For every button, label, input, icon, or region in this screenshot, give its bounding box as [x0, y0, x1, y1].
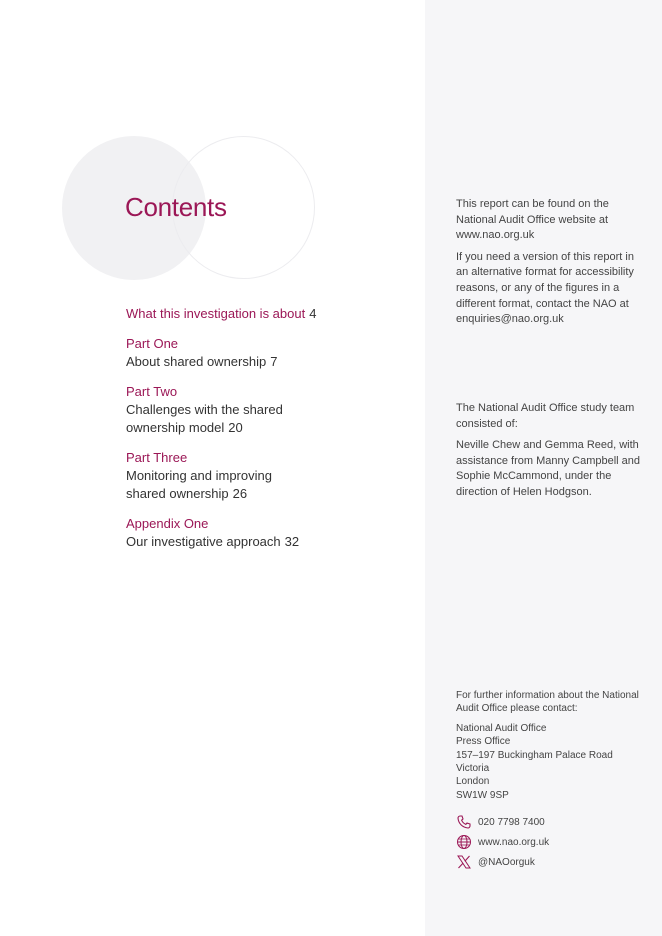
social-handle: @NAOorguk: [478, 856, 535, 868]
team-members-text: Neville Chew and Gemma Reed, with assistance from Manny Campbell and Sophie McCammond, under the direction of Helen Hodgson.: [456, 439, 641, 498]
report-info-block: [456, 197, 641, 334]
table-of-contents: [126, 305, 386, 563]
toc-entry-appendix-one[interactable]: [126, 515, 386, 551]
toc-title: ownership model 20: [126, 420, 243, 435]
toc-title: shared ownership 26: [126, 486, 248, 501]
toc-title: About shared ownership 7: [126, 354, 278, 369]
website-link: www.nao.org.uk: [478, 836, 550, 848]
phone-icon: [456, 814, 472, 830]
address: [456, 722, 641, 802]
toc-label: Part Three: [126, 450, 188, 465]
contact-intro-text: For further information about the National Audit Office please contact:: [456, 690, 639, 715]
page-title: Contents: [125, 192, 227, 222]
report-location-text: This report can be found on the National Audit Office website at www.nao.org.uk: [456, 198, 609, 242]
toc-page-number: 7: [270, 354, 278, 369]
social-row[interactable]: [456, 852, 641, 872]
phone-number: 020 7798 7400: [478, 816, 545, 828]
address-line: London: [456, 776, 490, 788]
x-social-icon: [456, 854, 472, 870]
team-intro-text: The National Audit Office study team consisted of:: [456, 402, 635, 430]
address-line: SW1W 9SP: [456, 789, 509, 801]
toc-label: Part One: [126, 336, 179, 351]
address-line: 157–197 Buckingham Palace Road: [456, 749, 613, 761]
website-row[interactable]: [456, 832, 641, 852]
address-line: Victoria: [456, 763, 490, 775]
study-team-block: [456, 401, 641, 507]
toc-title: Challenges with the shared: [126, 402, 283, 417]
toc-title: Monitoring and improving: [126, 468, 272, 483]
toc-page-number: 20: [228, 420, 243, 435]
toc-entry-part-one[interactable]: [126, 335, 386, 371]
alt-format-text: If you need a version of this report in an alternative format for accessibility reasons, or any of the figures in a different format, contact the NAO at enquiries@nao.org.uk: [456, 250, 634, 326]
toc-page-number: 32: [284, 534, 300, 549]
toc-label: Appendix One: [126, 516, 209, 531]
toc-label: Part Two: [126, 384, 178, 399]
globe-icon: [456, 834, 472, 850]
toc-entry-part-two[interactable]: [126, 383, 386, 437]
phone-row[interactable]: [456, 812, 641, 832]
address-line: Press Office: [456, 736, 511, 748]
toc-entry-investigation[interactable]: [126, 305, 386, 323]
toc-page-number: 26: [232, 486, 248, 501]
toc-entry-part-three[interactable]: [126, 449, 386, 503]
toc-page-number: 4: [309, 306, 317, 321]
address-line: National Audit Office: [456, 722, 547, 734]
toc-title: Our investigative approach 32: [126, 534, 300, 549]
toc-label: What this investigation is about: [126, 306, 306, 321]
contact-block: [456, 689, 641, 872]
